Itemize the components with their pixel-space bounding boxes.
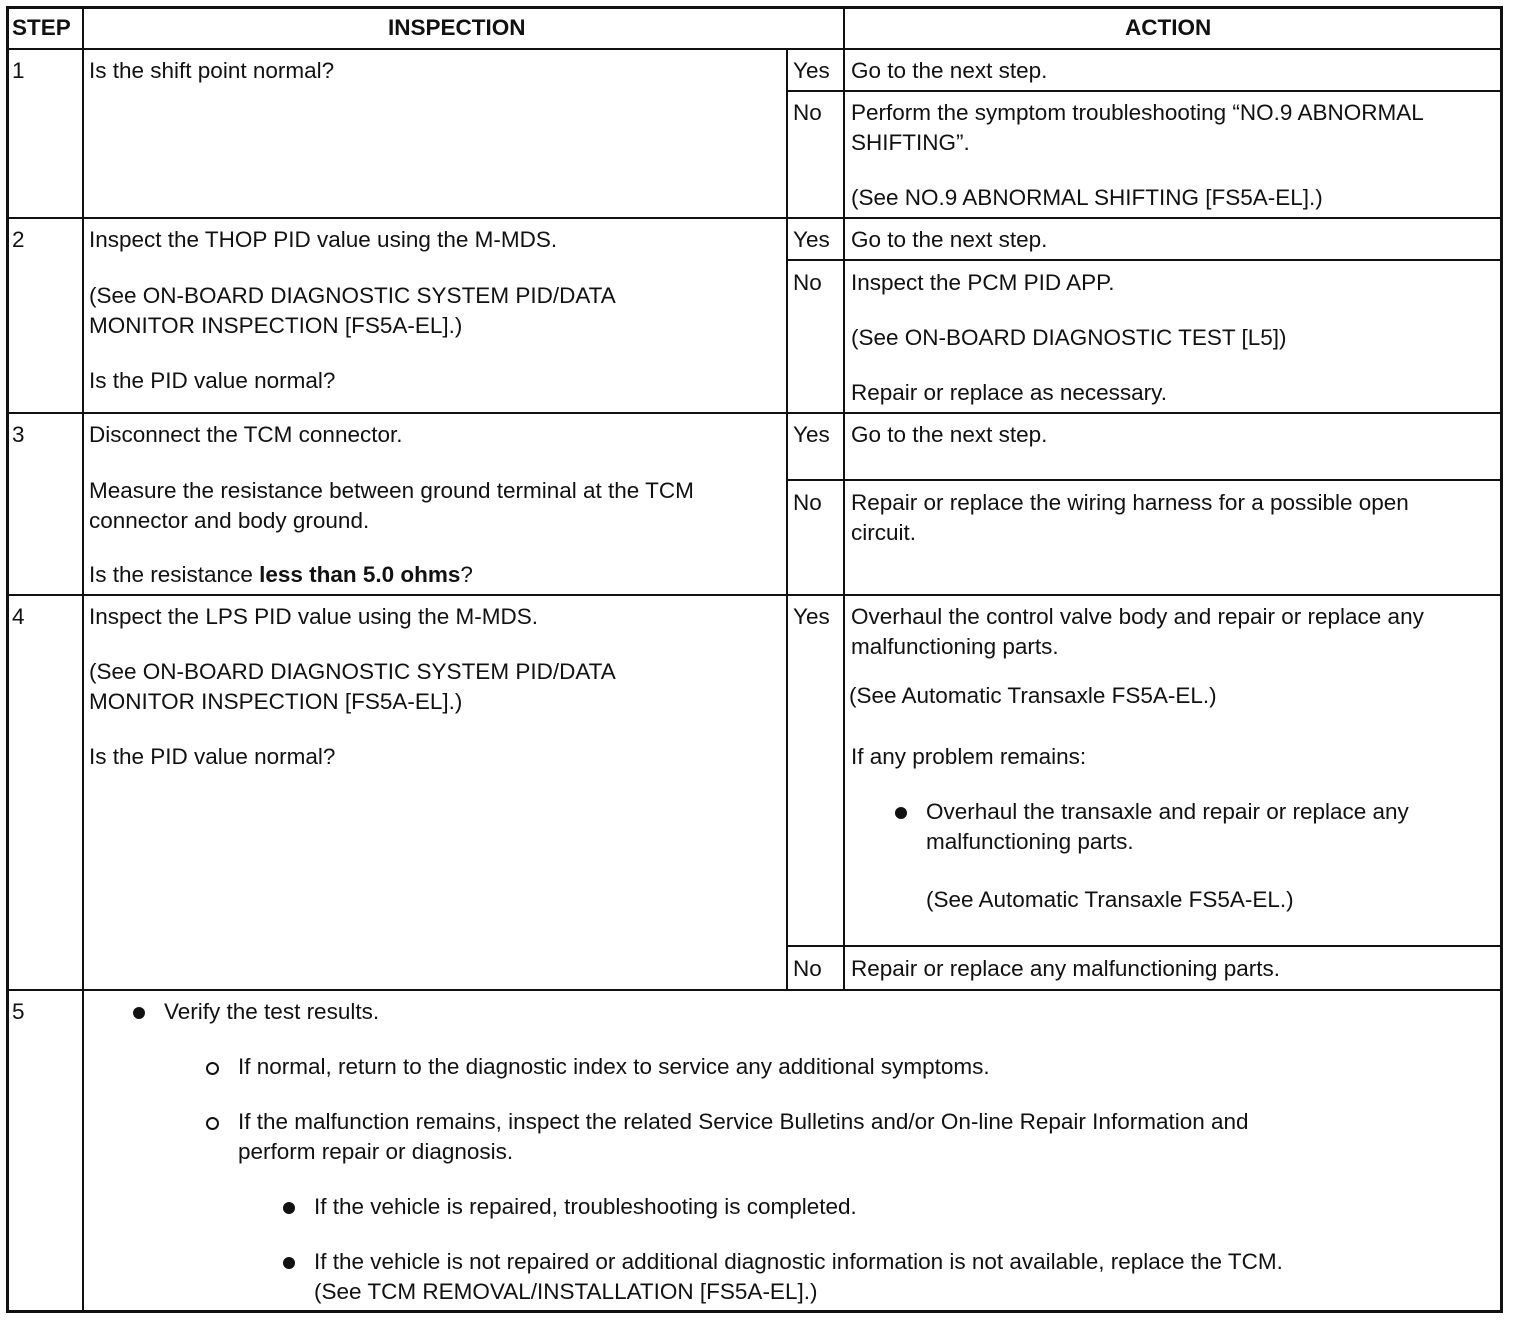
inspection-text: Disconnect the TCM connector. xyxy=(89,422,403,447)
header-step: STEP xyxy=(12,15,71,40)
action-text: Go to the next step. xyxy=(851,227,1048,252)
inspection-text: Inspect the LPS PID value using the M-MDS. xyxy=(89,604,538,629)
row-divider-4 xyxy=(8,989,1501,991)
col-divider-action xyxy=(843,8,845,990)
header-inspection: INSPECTION xyxy=(388,15,526,40)
action-text: malfunctioning parts. xyxy=(851,634,1059,659)
question-threshold: less than 5.0 ohms xyxy=(259,562,461,587)
action-text: (See Automatic Transaxle FS5A-EL.) xyxy=(849,683,1217,708)
inspection-text: Measure the resistance between ground terminal at the TCM xyxy=(89,478,694,503)
row-divider-4-yes xyxy=(786,945,1501,947)
row-divider-1 xyxy=(8,217,1501,219)
row-divider-header xyxy=(8,48,1501,50)
action-text: Repair or replace the wiring harness for a possible open xyxy=(851,490,1409,515)
action-text: Repair or replace as necessary. xyxy=(851,380,1167,405)
no-label: No xyxy=(793,490,822,515)
header-action: ACTION xyxy=(1125,15,1212,40)
question-prefix: Is the resistance xyxy=(89,562,260,587)
action-text: Inspect the PCM PID APP. xyxy=(851,270,1115,295)
row-divider-3 xyxy=(8,594,1501,596)
no-label: No xyxy=(793,956,822,981)
action-text: Repair or replace any malfunctioning parts. xyxy=(851,956,1280,981)
action-text: SHIFTING”. xyxy=(851,130,970,155)
inspection-text: Is the PID value normal? xyxy=(89,368,336,393)
step-number: 2 xyxy=(12,227,25,252)
sub-bullet-icon xyxy=(206,1062,219,1075)
yes-label: Yes xyxy=(793,227,830,252)
action-text: (See Automatic Transaxle FS5A-EL.) xyxy=(926,887,1294,912)
bullet-icon xyxy=(283,1202,295,1214)
inspection-text: connector and body ground. xyxy=(89,508,370,533)
inspection-text: Inspect the THOP PID value using the M-MDS. xyxy=(89,227,558,252)
bullet-icon xyxy=(895,807,907,819)
yes-label: Yes xyxy=(793,422,830,447)
bullet-icon xyxy=(283,1257,295,1269)
step-number: 1 xyxy=(12,58,25,83)
row-divider-3-yes xyxy=(786,479,1501,481)
inspection-question xyxy=(89,560,473,590)
action-text: Go to the next step. xyxy=(851,422,1048,447)
inspection-text: Is the PID value normal? xyxy=(89,744,336,769)
sub-bullet-icon xyxy=(206,1117,219,1130)
yes-label: Yes xyxy=(793,58,830,83)
no-label: No xyxy=(793,270,822,295)
row-divider-1-yes xyxy=(786,90,1501,92)
col-divider-step xyxy=(82,8,84,1311)
verify-text: Verify the test results. xyxy=(164,999,380,1024)
verify-text: If the vehicle is repaired, troubleshooting is completed. xyxy=(314,1194,857,1219)
bullet-icon xyxy=(133,1007,145,1019)
action-text: Go to the next step. xyxy=(851,58,1048,83)
action-text: Overhaul the transaxle and repair or replace any xyxy=(926,799,1409,824)
action-text: Perform the symptom troubleshooting “NO.9 ABNORMAL xyxy=(851,100,1424,125)
row-divider-2 xyxy=(8,412,1501,414)
inspection-text: MONITOR INSPECTION [FS5A-EL].) xyxy=(89,313,463,338)
step-number: 5 xyxy=(12,999,25,1024)
question-suffix: ? xyxy=(460,562,473,587)
step-number: 3 xyxy=(12,422,25,447)
action-text: (See NO.9 ABNORMAL SHIFTING [FS5A-EL].) xyxy=(851,185,1323,210)
inspection-text: MONITOR INSPECTION [FS5A-EL].) xyxy=(89,689,463,714)
action-text: circuit. xyxy=(851,520,917,545)
verify-text: If the vehicle is not repaired or additional diagnostic information is not available, replace the TCM. xyxy=(314,1249,1283,1274)
action-text: If any problem remains: xyxy=(851,744,1087,769)
row-divider-2-yes xyxy=(786,259,1501,261)
inspection-text: (See ON-BOARD DIAGNOSTIC SYSTEM PID/DATA xyxy=(89,659,616,684)
inspection-text: (See ON-BOARD DIAGNOSTIC SYSTEM PID/DATA xyxy=(89,283,616,308)
col-divider-yesno xyxy=(786,49,788,990)
action-text: malfunctioning parts. xyxy=(926,829,1134,854)
action-text: (See ON-BOARD DIAGNOSTIC TEST [L5]) xyxy=(851,325,1287,350)
action-text: Overhaul the control valve body and repair or replace any xyxy=(851,604,1424,629)
verify-text: If the malfunction remains, inspect the related Service Bulletins and/or On-line Repair Information and xyxy=(238,1109,1249,1134)
yes-label: Yes xyxy=(793,604,830,629)
step-number: 4 xyxy=(12,604,25,629)
no-label: No xyxy=(793,100,822,125)
inspection-text: Is the shift point normal? xyxy=(89,58,335,83)
verify-text: (See TCM REMOVAL/INSTALLATION [FS5A-EL].) xyxy=(314,1279,818,1304)
verify-text: perform repair or diagnosis. xyxy=(238,1139,514,1164)
verify-text: If normal, return to the diagnostic index to service any additional symptoms. xyxy=(238,1054,990,1079)
